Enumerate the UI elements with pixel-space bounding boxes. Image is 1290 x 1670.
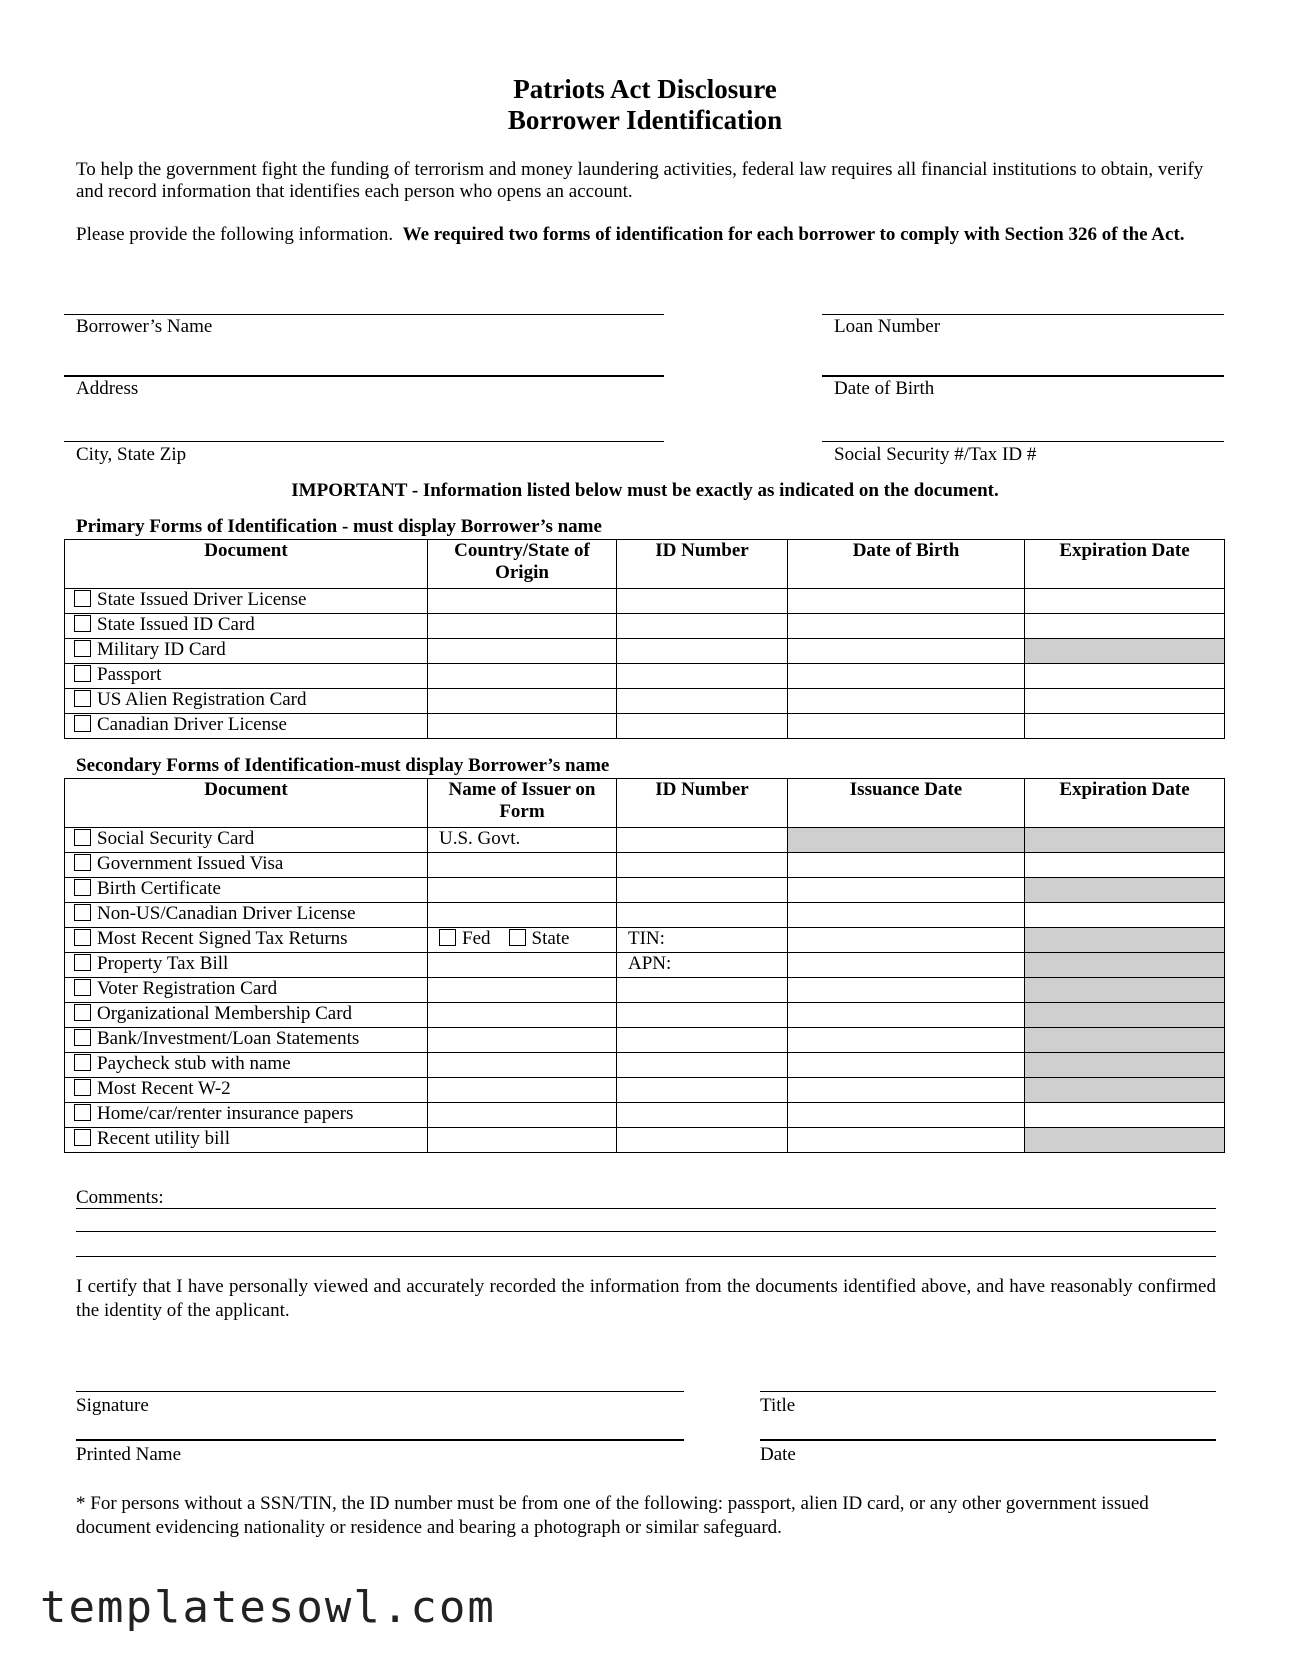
entry-cell[interactable] xyxy=(428,853,617,878)
entry-cell[interactable] xyxy=(1025,1103,1225,1128)
document-label: Most Recent W-2 xyxy=(97,1078,231,1099)
table-row xyxy=(65,828,1225,853)
entry-cell[interactable] xyxy=(788,664,1025,689)
state-checkbox[interactable] xyxy=(509,929,526,946)
issuer-cell xyxy=(428,828,617,853)
table-row xyxy=(65,1028,1225,1053)
shaded-cell xyxy=(1025,978,1225,1003)
header-cell: Expiration Date xyxy=(1025,540,1225,589)
secondary-id-table xyxy=(64,778,1225,1153)
checkbox[interactable] xyxy=(74,879,91,896)
table-row xyxy=(65,978,1225,1003)
document-cell xyxy=(65,953,428,978)
instructions-text: Please provide the following information. xyxy=(76,224,403,245)
checkbox[interactable] xyxy=(74,690,91,707)
entry-cell[interactable] xyxy=(428,878,617,903)
city-state-zip-line[interactable] xyxy=(64,441,664,442)
entry-cell[interactable] xyxy=(1025,664,1225,689)
shaded-cell xyxy=(1025,639,1225,664)
checkbox[interactable] xyxy=(74,904,91,921)
checkbox[interactable] xyxy=(74,979,91,996)
document-cell xyxy=(65,1103,428,1128)
entry-cell[interactable] xyxy=(617,1078,788,1103)
document-label: Voter Registration Card xyxy=(97,978,278,999)
document-cell xyxy=(65,878,428,903)
document-cell xyxy=(65,903,428,928)
entry-cell[interactable] xyxy=(788,1003,1025,1028)
entry-cell[interactable] xyxy=(788,589,1025,614)
table-row xyxy=(65,878,1225,903)
document-cell xyxy=(65,1003,428,1028)
secondary-header-row xyxy=(65,779,1225,828)
header-cell: Expiration Date xyxy=(1025,779,1225,828)
document-label: Recent utility bill xyxy=(97,1128,230,1149)
document-label: Birth Certificate xyxy=(97,878,221,899)
checkbox[interactable] xyxy=(74,640,91,657)
document-label: Organizational Membership Card xyxy=(97,1003,353,1024)
entry-cell[interactable] xyxy=(1025,614,1225,639)
entry-cell[interactable] xyxy=(788,1078,1025,1103)
checkbox[interactable] xyxy=(74,1004,91,1021)
table-row xyxy=(65,664,1225,689)
entry-cell[interactable] xyxy=(788,639,1025,664)
entry-cell[interactable] xyxy=(617,689,788,714)
document-cell xyxy=(65,853,428,878)
header-cell: Issuance Date xyxy=(788,779,1025,828)
important-notice: IMPORTANT - Information listed below must be exactly as indicated on the document. xyxy=(291,480,999,501)
entry-cell[interactable] xyxy=(788,1053,1025,1078)
entry-cell[interactable] xyxy=(788,953,1025,978)
entry-cell[interactable] xyxy=(788,1128,1025,1153)
entry-cell[interactable] xyxy=(788,878,1025,903)
document-label: Non-US/Canadian Driver License xyxy=(97,903,356,924)
title-label: Title xyxy=(760,1395,796,1416)
printed-name-label: Printed Name xyxy=(76,1444,182,1465)
entry-cell[interactable] xyxy=(617,1103,788,1128)
entry-cell[interactable] xyxy=(788,978,1025,1003)
document-cell xyxy=(65,664,428,689)
loan-number-line[interactable] xyxy=(822,314,1224,315)
table-row xyxy=(65,853,1225,878)
document-cell xyxy=(65,589,428,614)
instructions-paragraph xyxy=(76,224,1216,246)
checkbox[interactable] xyxy=(74,615,91,632)
header-cell: Document xyxy=(65,540,428,589)
shaded-cell xyxy=(1025,1128,1225,1153)
document-label: Canadian Driver License xyxy=(97,714,287,735)
entry-cell[interactable] xyxy=(617,1003,788,1028)
shaded-cell xyxy=(1025,828,1225,853)
checkbox[interactable] xyxy=(74,1129,91,1146)
apn-label: APN: xyxy=(628,953,672,974)
address-line[interactable] xyxy=(64,375,664,377)
document-cell xyxy=(65,639,428,664)
tin-cell[interactable] xyxy=(617,928,788,953)
shaded-cell xyxy=(1025,928,1225,953)
fed-label: Fed xyxy=(462,928,491,949)
document-cell xyxy=(65,614,428,639)
entry-cell[interactable] xyxy=(428,903,617,928)
entry-cell[interactable] xyxy=(428,1053,617,1078)
footnote-text: * For persons without a SSN/TIN, the ID number must be from one of the following: passport, alien ID card, or any other government issued document evidencing nationality or residence and bearing a photograph or similar safeguard. xyxy=(76,1493,1149,1538)
entry-cell[interactable] xyxy=(788,853,1025,878)
table-row xyxy=(65,689,1225,714)
document-cell xyxy=(65,1128,428,1153)
entry-cell[interactable] xyxy=(428,639,617,664)
entry-cell[interactable] xyxy=(617,714,788,739)
table-row xyxy=(65,928,1225,953)
fed-checkbox[interactable] xyxy=(439,929,456,946)
issuer-value: U.S. Govt. xyxy=(439,828,521,849)
entry-cell[interactable] xyxy=(788,689,1025,714)
intro-paragraph: To help the government fight the funding of terrorism and money laundering activities, federal law requires all financial institutions to obtain, verify and record information that identifies each person who opens an account. xyxy=(76,159,1204,202)
entry-cell[interactable] xyxy=(428,1028,617,1053)
document-label: Bank/Investment/Loan Statements xyxy=(97,1028,360,1049)
entry-cell[interactable] xyxy=(428,1003,617,1028)
checkbox[interactable] xyxy=(74,929,91,946)
ssn-line[interactable] xyxy=(822,441,1224,442)
page-subtitle: Borrower Identification xyxy=(507,105,783,135)
tax-type-cell xyxy=(428,928,617,953)
signature-line[interactable] xyxy=(76,1391,684,1392)
title-line[interactable] xyxy=(760,1391,1216,1392)
checkbox[interactable] xyxy=(74,954,91,971)
entry-cell[interactable] xyxy=(788,1028,1025,1053)
shaded-cell xyxy=(1025,878,1225,903)
table-row xyxy=(65,614,1225,639)
document-label: Paycheck stub with name xyxy=(97,1053,291,1074)
header-cell: Name of Issuer on Form xyxy=(428,779,617,828)
entry-cell[interactable] xyxy=(428,953,617,978)
page-title: Patriots Act Disclosure xyxy=(513,74,777,104)
table-row xyxy=(65,1128,1225,1153)
tin-label: TIN: xyxy=(628,928,665,949)
table-row xyxy=(65,1053,1225,1078)
table-row xyxy=(65,953,1225,978)
checkbox[interactable] xyxy=(74,665,91,682)
city-state-zip-label: City, State Zip xyxy=(76,444,187,465)
document-label: State Issued ID Card xyxy=(97,614,255,635)
shaded-cell xyxy=(788,828,1025,853)
signature-label: Signature xyxy=(76,1395,149,1416)
entry-cell[interactable] xyxy=(617,828,788,853)
entry-cell[interactable] xyxy=(617,978,788,1003)
entry-cell[interactable] xyxy=(428,1078,617,1103)
entry-cell[interactable] xyxy=(1025,903,1225,928)
state-label: State xyxy=(531,928,570,949)
entry-cell[interactable] xyxy=(617,589,788,614)
entry-cell[interactable] xyxy=(617,1053,788,1078)
document-label: Military ID Card xyxy=(97,639,226,660)
primary-header-row xyxy=(65,540,1225,589)
document-cell xyxy=(65,978,428,1003)
entry-cell[interactable] xyxy=(428,614,617,639)
entry-cell[interactable] xyxy=(428,1128,617,1153)
table-row xyxy=(65,639,1225,664)
entry-cell[interactable] xyxy=(617,639,788,664)
borrower-name-label: Borrower’s Name xyxy=(76,316,213,337)
document-label: Property Tax Bill xyxy=(97,953,229,974)
entry-cell[interactable] xyxy=(1025,853,1225,878)
checkbox[interactable] xyxy=(74,1029,91,1046)
shaded-cell xyxy=(1025,1053,1225,1078)
comments-label: Comments: xyxy=(76,1187,164,1208)
entry-cell[interactable] xyxy=(617,878,788,903)
entry-cell[interactable] xyxy=(428,689,617,714)
entry-cell[interactable] xyxy=(1025,689,1225,714)
checkbox[interactable] xyxy=(74,715,91,732)
table-row xyxy=(65,903,1225,928)
entry-cell[interactable] xyxy=(788,928,1025,953)
checkbox[interactable] xyxy=(74,1054,91,1071)
entry-cell[interactable] xyxy=(428,664,617,689)
document-cell xyxy=(65,828,428,853)
comments-line-1[interactable] xyxy=(76,1208,1216,1209)
document-label: Government Issued Visa xyxy=(97,853,284,874)
date-label: Date xyxy=(760,1444,796,1465)
entry-cell[interactable] xyxy=(788,714,1025,739)
header-cell: Date of Birth xyxy=(788,540,1025,589)
checkbox[interactable] xyxy=(74,590,91,607)
entry-cell[interactable] xyxy=(428,714,617,739)
address-label: Address xyxy=(76,378,139,399)
table-row xyxy=(65,589,1225,614)
apn-cell[interactable] xyxy=(617,953,788,978)
shaded-cell xyxy=(1025,953,1225,978)
entry-cell[interactable] xyxy=(617,664,788,689)
loan-number-label: Loan Number xyxy=(834,316,941,337)
primary-heading: Primary Forms of Identification - must display Borrower’s name xyxy=(76,516,602,537)
document-label: State Issued Driver License xyxy=(97,589,307,610)
document-cell xyxy=(65,714,428,739)
table-row xyxy=(65,1078,1225,1103)
entry-cell[interactable] xyxy=(428,978,617,1003)
document-cell xyxy=(65,1053,428,1078)
entry-cell[interactable] xyxy=(617,903,788,928)
document-cell xyxy=(65,689,428,714)
date-line[interactable] xyxy=(760,1439,1216,1441)
header-cell: Country/State of Origin xyxy=(428,540,617,589)
borrower-name-line[interactable] xyxy=(64,314,664,315)
document-label: US Alien Registration Card xyxy=(97,689,307,710)
entry-cell[interactable] xyxy=(617,614,788,639)
entry-cell[interactable] xyxy=(788,903,1025,928)
document-label: Passport xyxy=(97,664,162,685)
shaded-cell xyxy=(1025,1028,1225,1053)
entry-cell[interactable] xyxy=(617,1028,788,1053)
header-cell: Document xyxy=(65,779,428,828)
dob-line[interactable] xyxy=(822,375,1224,377)
checkbox[interactable] xyxy=(74,829,91,846)
document-cell xyxy=(65,1078,428,1103)
table-row xyxy=(65,1003,1225,1028)
ssn-label: Social Security #/Tax ID # xyxy=(834,444,1037,465)
checkbox[interactable] xyxy=(74,1104,91,1121)
checkbox[interactable] xyxy=(74,854,91,871)
document-label: Social Security Card xyxy=(97,828,255,849)
comments-line-3[interactable] xyxy=(76,1256,1216,1257)
watermark-logo: templatesowl.com xyxy=(40,1582,496,1633)
secondary-heading: Secondary Forms of Identification-must display Borrower’s name xyxy=(76,755,610,776)
checkbox[interactable] xyxy=(74,1079,91,1096)
comments-line-2[interactable] xyxy=(76,1231,1216,1232)
header-cell: ID Number xyxy=(617,779,788,828)
shaded-cell xyxy=(1025,1003,1225,1028)
entry-cell[interactable] xyxy=(617,1128,788,1153)
primary-id-table xyxy=(64,539,1225,739)
certification-text: I certify that I have personally viewed and accurately recorded the information from the documents identified above, and have reasonably confirmed the identity of the applicant. xyxy=(76,1276,1216,1321)
printed-name-line[interactable] xyxy=(76,1439,684,1441)
entry-cell[interactable] xyxy=(428,589,617,614)
entry-cell[interactable] xyxy=(428,1103,617,1128)
table-row xyxy=(65,714,1225,739)
document-cell xyxy=(65,1028,428,1053)
entry-cell[interactable] xyxy=(788,1103,1025,1128)
entry-cell[interactable] xyxy=(1025,714,1225,739)
document-label: Home/car/renter insurance papers xyxy=(97,1103,354,1124)
requirement-text: We required two forms of identification for each borrower to comply with Section 326 of the Act. xyxy=(402,224,1185,245)
document-cell xyxy=(65,928,428,953)
shaded-cell xyxy=(1025,1078,1225,1103)
entry-cell[interactable] xyxy=(617,853,788,878)
document-label: Most Recent Signed Tax Returns xyxy=(97,928,348,949)
dob-label: Date of Birth xyxy=(834,378,935,399)
header-cell: ID Number xyxy=(617,540,788,589)
entry-cell[interactable] xyxy=(1025,589,1225,614)
entry-cell[interactable] xyxy=(788,614,1025,639)
table-row xyxy=(65,1103,1225,1128)
